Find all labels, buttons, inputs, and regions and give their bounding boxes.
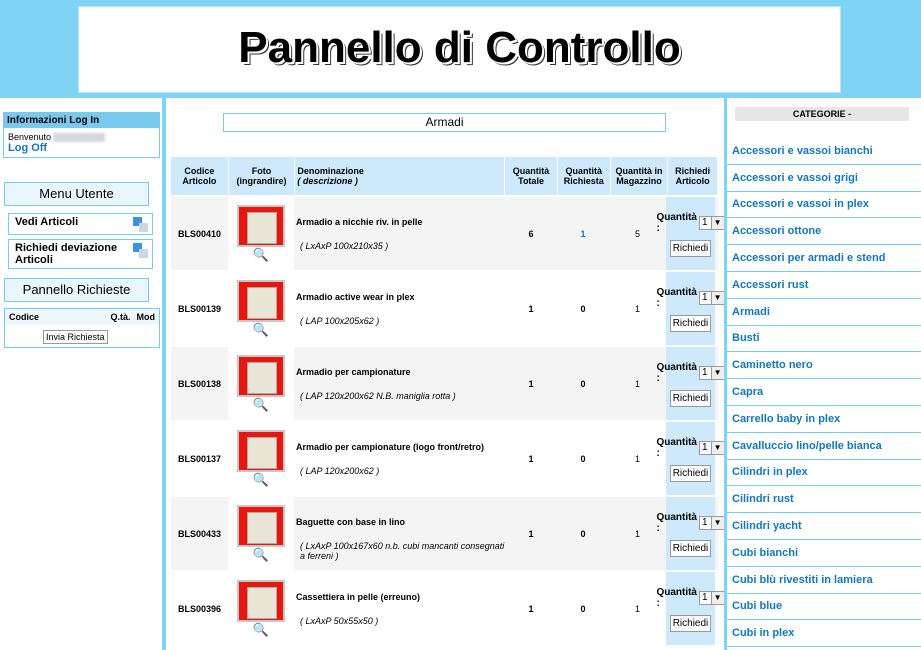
categories-sidebar [727,98,921,650]
article-photo-object [247,362,277,394]
qty-selector: Quantità : 1 ▼ [656,512,724,534]
article-desc: ( LxAxP 100x210x35 ) [300,241,389,251]
richiedi-button[interactable]: Richiedi [670,540,712,557]
category-link[interactable]: Cavalluccio lino/pelle bianca [727,433,921,460]
category-link[interactable]: Carrello baby in plex [727,406,921,433]
articles-table [171,157,722,645]
magnifier-icon[interactable]: 🔍 [252,472,270,487]
article-photo-cell [228,422,294,495]
article-photo[interactable] [237,430,285,472]
article-desc: ( LAP 120x200x62 ) [300,466,380,476]
article-photo[interactable] [237,280,285,322]
category-link[interactable]: Caminetto nero [727,352,921,379]
article-photo-object [247,512,277,544]
qty-select[interactable]: 1 ▼ [699,516,724,530]
qty-select[interactable]: 1 ▼ [699,366,724,380]
richiedi-button[interactable]: Richiedi [670,465,712,482]
article-photo-cell [228,197,294,270]
page-title: Pannello di Controllo [238,23,681,72]
category-link[interactable]: Busti [727,326,921,353]
col-quantita-richiesta: Quantità Richiesta [558,157,611,195]
category-link[interactable]: Cubi blù rivestiti in lamiera [727,567,921,594]
qty-select[interactable]: 1 ▼ [699,291,724,305]
username-blurred [53,133,105,142]
qty-select[interactable]: 1 ▼ [699,441,724,455]
qty-select[interactable]: 1 ▼ [699,216,724,230]
table-row [171,570,722,645]
qty-total: 1 [528,303,534,314]
category-link[interactable]: Accessori e vassoi in plex [727,192,921,219]
categories-title: CATEGORIE - [735,107,909,121]
article-description-cell [294,497,505,570]
table-header [171,157,718,195]
menu-square-shadow [139,223,148,232]
main-content [166,98,724,650]
request-cell [656,272,722,345]
qty-stock: 1 [634,603,640,614]
article-desc: ( LAP 100x205x62 ) [300,316,380,326]
magnifier-icon[interactable]: 🔍 [252,322,270,337]
menu-item-richiedi-deviazione[interactable]: Richiedi deviazione Articoli [8,239,153,269]
qty-total: 1 [528,603,534,614]
article-name: Cassettiera in pelle (erreuno) [296,592,421,602]
article-photo-object [247,437,277,469]
qty-requested: 0 [580,378,586,389]
qty-stock: 5 [634,228,640,239]
table-row [171,420,722,495]
categories-list [727,138,921,647]
request-cell [656,422,722,495]
qty-requested: 0 [580,453,586,464]
article-name: Armadio per campionature [296,367,411,377]
article-description-cell [294,197,505,270]
richiedi-button[interactable]: Richiedi [670,240,712,257]
login-info-title: Informazioni Log In [4,113,159,128]
table-row [171,270,722,345]
category-link[interactable]: Accessori e vassoi bianchi [727,138,921,165]
qty-selector: Quantità : 1 ▼ [656,287,724,309]
qty-select[interactable]: 1 ▼ [699,591,724,605]
article-photo-object [247,287,277,319]
left-sidebar [0,98,162,650]
category-link[interactable]: Cubi bianchi [727,540,921,567]
dropdown-arrow-icon: ▼ [711,442,724,454]
qty-stock: 1 [634,378,640,389]
article-description-cell [294,572,505,645]
request-cell [656,497,722,570]
qty-selector: Quantità : 1 ▼ [656,362,724,384]
category-link[interactable]: Cilindri in plex [727,460,921,487]
request-cell [656,572,722,645]
table-row [171,195,722,270]
article-code: BLS00396 [177,603,222,614]
dropdown-arrow-icon: ▼ [711,367,724,379]
article-photo-object [247,212,277,244]
col-quantita-totale: Quantità Totale [505,157,558,195]
requests-header: Codice Q.tà. Mod [5,309,159,325]
article-name: Armadio a nicchie riv. in pelle [296,217,423,227]
qty-total: 1 [528,453,534,464]
qty-stock: 1 [634,528,640,539]
requests-panel [4,308,160,348]
qty-total: 6 [528,228,534,239]
article-name: Armadio active wear in plex [296,292,415,302]
col-denominazione: Denominazione ( descrizione ) [295,157,505,195]
article-description-cell [294,347,505,420]
magnifier-icon[interactable]: 🔍 [252,247,270,262]
menu-item-vedi-articoli[interactable]: Vedi Articoli [8,213,153,235]
qty-requested: 0 [580,603,586,614]
article-name: Armadio per campionature (logo front/retro) [296,442,485,452]
article-description-cell [294,422,505,495]
dropdown-arrow-icon: ▼ [711,592,724,604]
article-code: BLS00410 [177,228,222,239]
col-richiedi: Richiedi Articolo [668,157,718,195]
article-photo[interactable] [237,580,285,622]
col-quantita-magazzino: Quantità in Magazzino [611,157,669,195]
col-foto: Foto (ingrandire) [229,157,296,195]
richiedi-button[interactable]: Richiedi [670,315,712,332]
category-link[interactable]: Cilindri yacht [727,513,921,540]
category-link[interactable]: Accessori per armadi e stend [727,245,921,272]
menu-utente-title: Menu Utente [4,182,149,206]
category-link[interactable]: Capra [727,379,921,406]
category-link[interactable]: Accessori e vassoi grigi [727,165,921,192]
dropdown-arrow-icon: ▼ [711,517,724,529]
invia-richiesta-button[interactable]: Invia Richiesta [43,330,108,344]
qty-requested: 1 [580,228,586,239]
article-photo-cell [228,272,294,345]
menu-square-shadow [139,249,148,258]
magnifier-icon[interactable]: 🔍 [252,397,270,412]
request-cell [656,347,722,420]
richiedi-button[interactable]: Richiedi [670,390,712,407]
category-link[interactable]: Armadi [727,299,921,326]
qty-selector: Quantità : 1 ▼ [656,587,724,609]
richiedi-button[interactable]: Richiedi [670,615,712,632]
category-link[interactable]: Accessori ottone [727,218,921,245]
article-desc: ( LxAxP 100x167x60 n.b. cubi mancanti consegnati a ferreni ) [300,541,505,561]
article-photo[interactable] [237,355,285,397]
article-code: BLS00433 [177,528,222,539]
article-code: BLS00137 [177,453,222,464]
article-code: BLS00139 [177,303,222,314]
magnifier-icon[interactable]: 🔍 [252,547,270,562]
magnifier-icon[interactable]: 🔍 [252,622,270,637]
category-link[interactable]: Accessori rust [727,272,921,299]
article-desc: ( LxAxP 50x55x50 ) [300,616,379,626]
qty-requested: 0 [580,528,586,539]
category-title: Armadi [223,113,666,132]
qty-requested: 0 [580,303,586,314]
article-desc: ( LAP 120x200x62 N.B. maniglia rotta ) [300,391,456,401]
col-codice: Codice Articolo [171,157,229,195]
qty-selector: Quantità : 1 ▼ [656,212,724,234]
logoff-link[interactable]: Log Off [8,142,48,155]
dropdown-arrow-icon: ▼ [711,292,724,304]
article-code: BLS00138 [177,378,222,389]
qty-stock: 1 [634,453,640,464]
request-cell [656,197,722,270]
article-photo[interactable] [237,505,285,547]
pannello-richieste-title: Pannello Richieste [4,278,149,302]
category-link[interactable]: Cilindri rust [727,486,921,513]
header-banner [78,6,841,93]
dropdown-arrow-icon: ▼ [711,217,724,229]
login-info-box [3,112,160,158]
welcome-text: Benvenuto [4,128,159,142]
article-photo-cell [228,347,294,420]
qty-total: 1 [528,378,534,389]
table-row [171,345,722,420]
category-link[interactable]: Cubi blue [727,594,921,621]
table-row [171,495,722,570]
article-description-cell [294,272,505,345]
article-photo-cell [228,497,294,570]
article-photo[interactable] [237,205,285,247]
article-photo-cell [228,572,294,645]
article-photo-object [247,587,277,619]
qty-total: 1 [528,528,534,539]
category-link[interactable]: Cubi in plex [727,620,921,647]
qty-stock: 1 [634,303,640,314]
article-name: Baguette con base in lino [296,517,406,527]
qty-selector: Quantità : 1 ▼ [656,437,724,459]
